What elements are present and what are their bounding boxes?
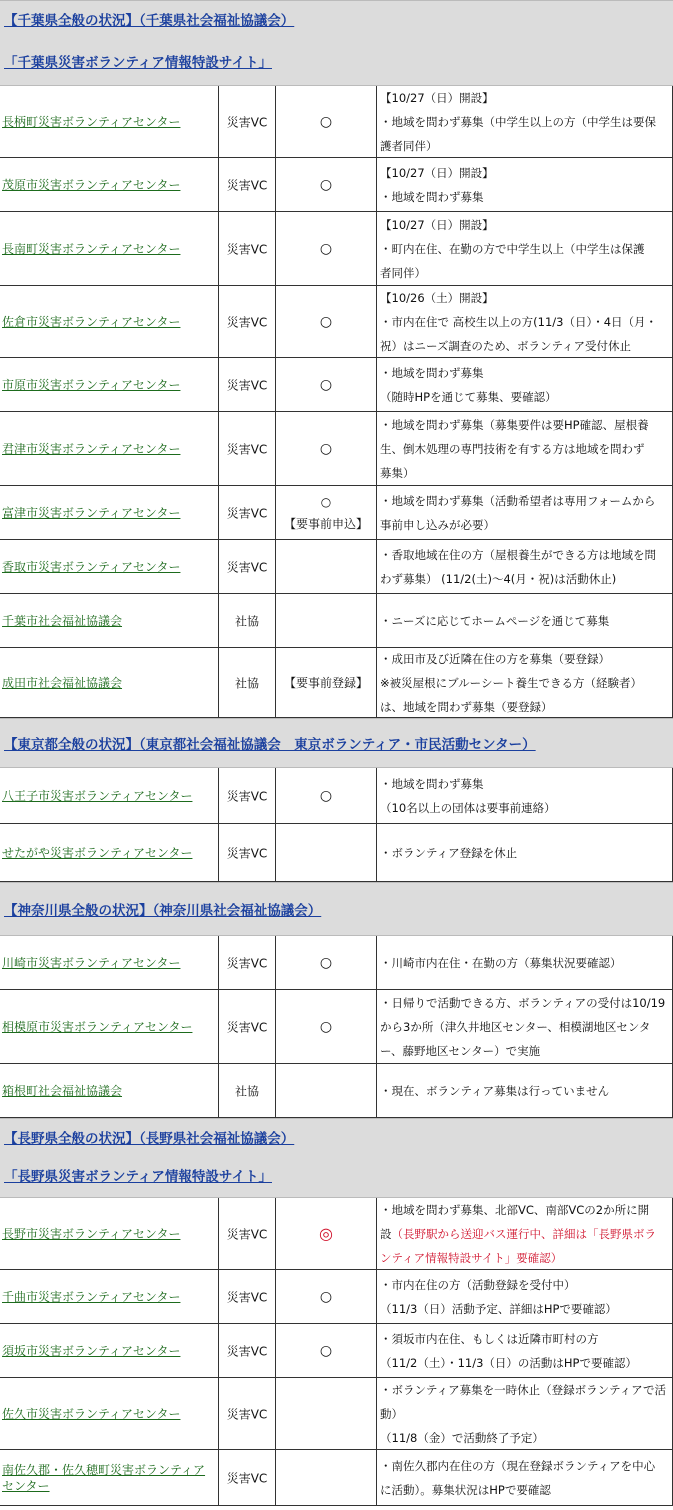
status-cell <box>275 358 376 411</box>
table-row <box>0 486 673 540</box>
info-line: ・地域を問わず募集 <box>380 776 484 791</box>
org-name-cell <box>0 358 218 411</box>
recruit-info <box>380 1327 670 1375</box>
recruit-status-mark: ○ <box>319 113 333 130</box>
info-line: ・地域を問わず募集（活動希望者は専用フォームから <box>380 493 656 508</box>
status-cell <box>275 158 376 211</box>
recruit-status-mark: ○ <box>319 440 333 457</box>
org-name-link[interactable]: 香取市災害ボランティアセンター <box>2 559 181 574</box>
status-cell <box>275 648 376 717</box>
org-type: 災害VC <box>226 1290 268 1304</box>
org-type: 災害VC <box>226 846 268 860</box>
info-line: （11/8（金）で活動終了予定） <box>380 1430 544 1445</box>
info-line: ンティア情報特設サイト」要確認） <box>380 1250 563 1265</box>
info-line: ・地域を問わず募集、北部VC、南部VCの2か所に開 <box>380 1202 650 1217</box>
info-line: ・ニーズに応じてホームページを通じて募集 <box>380 613 610 628</box>
type-cell <box>218 1064 275 1117</box>
table-row <box>0 286 673 358</box>
table-row <box>0 990 673 1064</box>
info-line: （11/2（土）・11/3（日）の活動はHPで要確認） <box>380 1355 637 1370</box>
info-line: ・市内在住の方（活動登録を受付中） <box>380 1277 576 1292</box>
status-cell <box>275 412 376 485</box>
recruit-status-mark: ○ <box>319 1018 333 1035</box>
recruit-status-mark: ○ <box>319 954 333 971</box>
info-cell <box>376 1450 673 1505</box>
table-row <box>0 594 673 648</box>
info-cell <box>376 990 673 1063</box>
org-name-link[interactable]: 成田市社会福祉協議会 <box>2 675 123 690</box>
org-name-link[interactable]: 八王子市災害ボランティアセンター <box>2 788 193 803</box>
info-cell <box>376 86 673 157</box>
info-line-part: 設 <box>380 1226 392 1241</box>
status-cell <box>275 1270 376 1323</box>
info-line: 【10/27（日）開設】 <box>380 217 494 232</box>
org-type: 災害VC <box>226 956 268 970</box>
section-header-link[interactable]: 【千葉県全般の状況】（千葉県社会福祉協議会） <box>4 13 295 29</box>
table-row <box>0 86 673 158</box>
table-row <box>0 1198 673 1270</box>
info-line: ・地域を問わず募集 <box>380 189 484 204</box>
org-name-link[interactable]: せたがや災害ボランティアセンター <box>2 845 193 860</box>
recruit-info <box>380 1079 670 1103</box>
table-row <box>0 768 673 824</box>
status-cell <box>275 768 376 823</box>
info-line: （随時HPを通じて募集、要確認） <box>380 389 557 404</box>
info-line: 【10/27（日）開設】 <box>380 90 494 105</box>
info-cell <box>376 648 673 717</box>
type-cell <box>218 768 275 823</box>
type-cell <box>218 1450 275 1505</box>
type-cell <box>218 824 275 881</box>
type-cell <box>218 990 275 1063</box>
org-type: 災害VC <box>226 560 268 574</box>
recruit-status-mark: ○ <box>319 176 333 193</box>
org-name-link[interactable]: 茂原市災害ボランティアセンター <box>2 177 181 192</box>
status-cell <box>275 1450 376 1505</box>
org-name-cell <box>0 990 218 1063</box>
org-name-cell <box>0 648 218 717</box>
table-row <box>0 540 673 594</box>
info-cell <box>376 158 673 211</box>
org-name-cell <box>0 86 218 157</box>
status-cell <box>275 824 376 881</box>
info-line: ・市内在住で 高校生以上の方(11/3（日）・4日（月・ <box>380 314 658 329</box>
recruit-info <box>380 489 670 537</box>
info-line: ・川崎市内在住・在勤の方（募集状況要確認） <box>380 955 622 970</box>
type-cell <box>218 1270 275 1323</box>
recruit-info <box>380 1198 670 1270</box>
org-type: 災害VC <box>226 1344 268 1358</box>
section-header <box>0 1118 673 1198</box>
org-name-cell <box>0 212 218 285</box>
org-name-cell <box>0 1270 218 1323</box>
section-header <box>0 0 673 86</box>
table-row <box>0 1270 673 1324</box>
info-cell <box>376 412 673 485</box>
info-line <box>380 1222 670 1246</box>
org-type: 災害VC <box>226 178 268 192</box>
org-name-link[interactable]: 長柄町災害ボランティアセンター <box>2 114 181 129</box>
info-line: ー、藤野地区センター）で実施 <box>380 1043 541 1058</box>
status-cell <box>275 212 376 285</box>
info-cell <box>376 1198 673 1269</box>
type-cell <box>218 936 275 989</box>
recruit-status-mark: ○ <box>319 1342 333 1359</box>
recruit-status-mark: ○ <box>319 240 333 257</box>
table-row <box>0 1450 673 1506</box>
recruit-status-mark: ○ <box>319 376 333 393</box>
org-type: 災害VC <box>226 378 268 392</box>
info-line: ・現在、ボランティア募集は行っていません <box>380 1083 610 1098</box>
info-line: ・香取地域在住の方（屋根養生ができる方は地域を問 <box>380 547 656 562</box>
info-line: 祝）はニーズ調査のため、ボランティア受付休止 <box>380 338 632 353</box>
info-cell <box>376 486 673 539</box>
org-name-link[interactable]: 佐久市災害ボランティアセンター <box>2 1406 181 1421</box>
info-cell <box>376 212 673 285</box>
status-cell <box>275 1324 376 1377</box>
status-cell <box>275 1378 376 1449</box>
org-type: 災害VC <box>226 242 268 256</box>
org-name-cell <box>0 594 218 647</box>
info-cell <box>376 936 673 989</box>
recruit-info <box>380 161 670 209</box>
info-line: ・地域を問わず募集（中学生以上の方（中学生は要保 <box>380 114 656 129</box>
info-line: ・成田市及び近隣在住の方を募集（要登録） <box>380 651 610 666</box>
type-cell <box>218 212 275 285</box>
info-line: 事前申し込みが必要） <box>380 517 495 532</box>
info-line: （10名以上の団体は要事前連絡） <box>380 800 556 815</box>
info-cell <box>376 358 673 411</box>
org-type: 災害VC <box>226 442 268 456</box>
org-name-cell <box>0 768 218 823</box>
info-cell <box>376 1378 673 1449</box>
org-type: 災害VC <box>226 789 268 803</box>
recruit-info <box>380 647 670 719</box>
org-name-link[interactable]: 長南町災害ボランティアセンター <box>2 241 181 256</box>
info-cell <box>376 1324 673 1377</box>
info-line: ・日帰りで活動できる方、ボランティアの受付は10/19 <box>380 995 666 1010</box>
info-line: 護者同伴） <box>380 138 438 153</box>
info-cell <box>376 1270 673 1323</box>
type-cell <box>218 486 275 539</box>
section-header-link[interactable]: 「長野県災害ボランティア情報特設サイト」 <box>4 1169 272 1185</box>
table-row <box>0 358 673 412</box>
info-cell <box>376 768 673 823</box>
info-cell <box>376 594 673 647</box>
info-line-part: （長野駅から送迎バス運行中、詳細は「長野県ボラ <box>391 1226 656 1241</box>
status-cell <box>275 86 376 157</box>
recruit-info <box>380 951 670 975</box>
info-line: から3か所（津久井地区センター、相模湖地区センタ <box>380 1019 651 1034</box>
info-line: （11/3（日）活動予定、詳細はHPで要確認） <box>380 1301 617 1316</box>
type-cell <box>218 1324 275 1377</box>
section-header <box>0 718 673 768</box>
info-line: 【10/26（土）開設】 <box>380 290 494 305</box>
recruit-status-mark: ○ <box>319 313 333 330</box>
table-row <box>0 1324 673 1378</box>
org-name-cell <box>0 824 218 881</box>
info-line: 【10/27（日）開設】 <box>380 165 494 180</box>
info-cell <box>376 1064 673 1117</box>
org-type: 災害VC <box>226 1407 268 1421</box>
recruit-info <box>380 1273 670 1321</box>
table-row <box>0 412 673 486</box>
org-name-cell <box>0 936 218 989</box>
table-row <box>0 1378 673 1450</box>
org-name-cell <box>0 1378 218 1449</box>
info-line: は、地域を問わず募集（要登録） <box>380 699 553 714</box>
org-name-link[interactable]: 相模原市災害ボランティアセンター <box>2 1019 193 1034</box>
recruit-info <box>380 413 670 485</box>
org-name-link[interactable]: 千曲市災害ボランティアセンター <box>2 1289 181 1304</box>
org-name-link[interactable]: 長野市災害ボランティアセンター <box>2 1226 181 1241</box>
info-line: ・ボランティア募集を一時休止（登録ボランティアで活 <box>380 1382 667 1397</box>
org-type: 社協 <box>234 614 259 628</box>
recruit-info <box>380 772 670 820</box>
status-cell <box>275 540 376 593</box>
table-row <box>0 824 673 882</box>
recruit-status-line: ○ <box>320 494 332 509</box>
section-header-link[interactable]: 【長野県全般の状況】（長野県社会福祉協議会） <box>4 1131 295 1147</box>
recruit-info <box>380 609 670 633</box>
info-line: ※被災屋根にブルーシート養生できる方（経験者） <box>380 675 642 690</box>
section-header-link[interactable]: 【神奈川県全般の状況】（神奈川県社会福祉協議会） <box>4 903 322 919</box>
org-name-cell <box>0 540 218 593</box>
info-cell <box>376 540 673 593</box>
org-type: 社協 <box>234 676 259 690</box>
table-row <box>0 212 673 286</box>
section-header-link[interactable]: 「千葉県災害ボランティア情報特設サイト」 <box>4 55 272 71</box>
section-header <box>0 882 673 936</box>
org-name-link[interactable]: 南佐久郡・佐久穂町災害ボランティアセンター <box>2 1462 206 1493</box>
org-type: 社協 <box>234 1084 259 1098</box>
org-name-cell <box>0 486 218 539</box>
status-cell <box>275 486 376 539</box>
info-line: ・南佐久郡内在住の方（現在登録ボランティアを中心 <box>380 1458 656 1473</box>
info-line: 動） <box>380 1406 403 1421</box>
table-row <box>0 936 673 990</box>
info-cell <box>376 824 673 881</box>
info-line: ・ボランティア登録を休止 <box>380 845 518 860</box>
org-name-link[interactable]: 須坂市災害ボランティアセンター <box>2 1343 181 1358</box>
status-cell <box>275 286 376 357</box>
info-line: ・須坂市内在住、もしくは近隣市町村の方 <box>380 1331 599 1346</box>
org-name-cell <box>0 412 218 485</box>
info-line: 者同伴） <box>380 265 426 280</box>
org-name-link[interactable]: 千葉市社会福祉協議会 <box>2 613 123 628</box>
org-name-link[interactable]: 富津市災害ボランティアセンター <box>2 505 181 520</box>
org-name-link[interactable]: 箱根町社会福祉協議会 <box>2 1083 123 1098</box>
recruit-info <box>380 1378 670 1450</box>
org-name-link[interactable]: 市原市災害ボランティアセンター <box>2 377 181 392</box>
recruit-status-mark: ○ <box>319 787 333 804</box>
org-type: 災害VC <box>226 506 268 520</box>
org-name-link[interactable]: 君津市災害ボランティアセンター <box>2 441 181 456</box>
table-row <box>0 1064 673 1118</box>
org-name-link[interactable]: 川崎市災害ボランティアセンター <box>2 955 181 970</box>
type-cell <box>218 594 275 647</box>
org-name-cell <box>0 1064 218 1117</box>
org-name-cell <box>0 158 218 211</box>
type-cell <box>218 1378 275 1449</box>
info-line: ・地域を問わず募集（募集要件は要HP確認、屋根養 <box>380 417 649 432</box>
org-type: 災害VC <box>226 1471 268 1485</box>
org-type: 災害VC <box>226 1020 268 1034</box>
org-name-cell <box>0 1450 218 1505</box>
recruit-info <box>380 991 670 1063</box>
recruit-info <box>380 361 670 409</box>
recruit-status-line: 【要事前申込】 <box>283 516 368 531</box>
info-line: 生、倒木処理の専門技術を有する方は地域を問わず <box>380 441 645 456</box>
status-cell <box>275 594 376 647</box>
type-cell <box>218 286 275 357</box>
info-line: わず募集） (11/2(土)〜4(月・祝)は活動休止) <box>380 571 617 586</box>
recruit-info <box>380 86 670 158</box>
info-line: 募集） <box>380 465 415 480</box>
type-cell <box>218 158 275 211</box>
recruit-info <box>380 841 670 865</box>
table-row <box>0 648 673 718</box>
info-line: に活動）。募集状況はHPで要確認 <box>380 1482 551 1497</box>
org-type: 災害VC <box>226 315 268 329</box>
type-cell <box>218 412 275 485</box>
info-line: ・町内在住、在勤の方で中学生以上（中学生は保護 <box>380 241 645 256</box>
recruit-info <box>380 543 670 591</box>
status-cell <box>275 1198 376 1269</box>
status-cell <box>275 936 376 989</box>
info-line: ・地域を問わず募集 <box>380 365 484 380</box>
org-type: 災害VC <box>226 1227 268 1241</box>
recruit-status-mark: ◎ <box>319 1223 333 1243</box>
type-cell <box>218 540 275 593</box>
org-name-cell <box>0 286 218 357</box>
org-name-cell <box>0 1324 218 1377</box>
recruit-status-mark <box>276 491 376 535</box>
org-name-link[interactable]: 佐倉市災害ボランティアセンター <box>2 314 181 329</box>
type-cell <box>218 358 275 411</box>
type-cell <box>218 648 275 717</box>
org-type: 災害VC <box>226 115 268 129</box>
org-name-cell <box>0 1198 218 1269</box>
info-cell <box>376 286 673 357</box>
status-cell <box>275 990 376 1063</box>
table-row <box>0 158 673 212</box>
section-header-link[interactable]: 【東京都全般の状況】（東京都社会福祉協議会 東京ボランティア・市民活動センター） <box>4 737 536 753</box>
recruit-status-mark: 【要事前登録】 <box>283 675 368 690</box>
type-cell <box>218 1198 275 1269</box>
type-cell <box>218 86 275 157</box>
recruit-info <box>380 1454 670 1502</box>
status-cell <box>275 1064 376 1117</box>
recruit-info <box>380 213 670 285</box>
recruit-status-mark: ○ <box>319 1288 333 1305</box>
recruit-info <box>380 286 670 358</box>
